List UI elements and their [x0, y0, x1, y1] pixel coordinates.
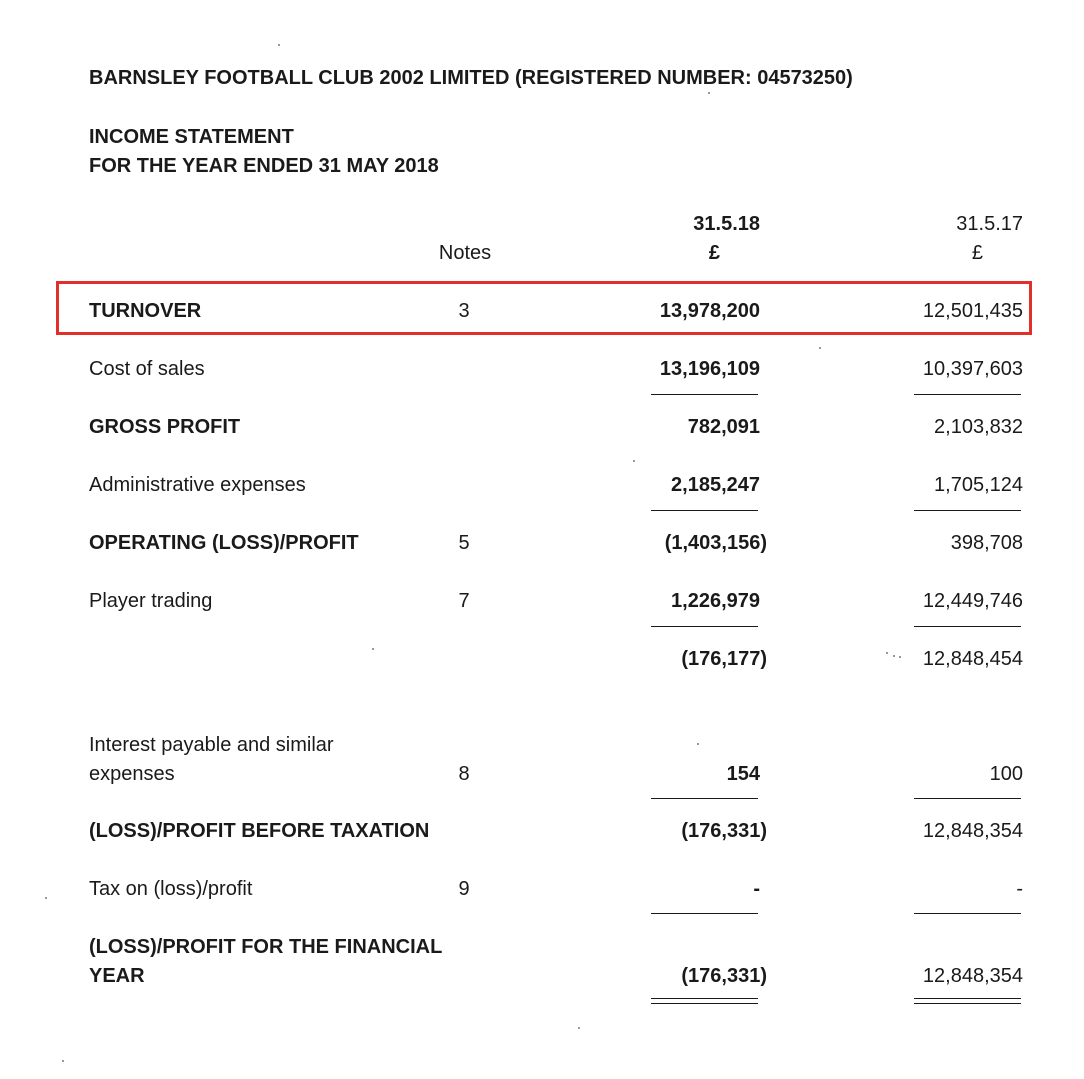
statement-period: FOR THE YEAR ENDED 31 MAY 2018 [89, 155, 439, 177]
subtotal-rule [651, 798, 758, 799]
row-current-value: (176,331) [681, 965, 767, 987]
row-current-value: 782,091 [687, 416, 760, 438]
row-current-value: 1,226,979 [671, 590, 760, 612]
company-heading: BARNSLEY FOOTBALL CLUB 2002 LIMITED (REGISTERED NUMBER: 04573250) [89, 67, 853, 89]
prior-year-unit-header: £ [971, 242, 983, 264]
scan-speck [633, 460, 635, 462]
total-double-rule [914, 998, 1021, 999]
scan-speck [45, 897, 47, 899]
row-note: 7 [458, 590, 470, 612]
row-label-line-2: expenses [89, 763, 175, 785]
subtotal-rule [914, 394, 1021, 395]
row-label: TURNOVER [89, 300, 202, 322]
row-current-value: (176,331) [681, 820, 767, 842]
current-year-unit-header: £ [708, 242, 720, 264]
row-current-value: (1,403,156) [664, 532, 767, 554]
row-prior-value: 12,848,354 [922, 965, 1023, 987]
row-prior-value: 398,708 [950, 532, 1023, 554]
total-double-rule [651, 1003, 758, 1004]
row-note: 5 [458, 532, 470, 554]
row-label: Tax on (loss)/profit [89, 878, 253, 900]
row-prior-value: 10,397,603 [922, 358, 1023, 380]
subtotal-rule [651, 510, 758, 511]
scan-speck [278, 44, 280, 46]
row-current-value: 2,185,247 [671, 474, 760, 496]
subtotal-rule [914, 626, 1021, 627]
scan-speck [899, 656, 901, 658]
scan-speck [62, 1060, 64, 1062]
row-current-value: 13,196,109 [659, 358, 760, 380]
row-current-value: 154 [726, 763, 760, 785]
scan-speck [819, 347, 821, 349]
row-note: 3 [458, 300, 470, 322]
row-label-line-2: YEAR [89, 965, 145, 987]
row-note: 9 [458, 878, 470, 900]
subtotal-rule [914, 798, 1021, 799]
row-prior-value: 2,103,832 [934, 416, 1023, 438]
row-prior-value: - [1016, 878, 1023, 900]
row-prior-value: 12,848,354 [922, 820, 1023, 842]
subtotal-rule [651, 913, 758, 914]
statement-title: INCOME STATEMENT [89, 126, 294, 148]
scan-speck [886, 652, 888, 654]
row-prior-value: 12,449,746 [922, 590, 1023, 612]
scan-speck [893, 655, 895, 657]
row-prior-value: 12,848,454 [922, 648, 1023, 670]
subtotal-rule [914, 510, 1021, 511]
row-label: (LOSS)/PROFIT BEFORE TAXATION [89, 820, 430, 842]
scan-speck [372, 648, 374, 650]
row-label: Player trading [89, 590, 213, 612]
row-label: GROSS PROFIT [89, 416, 241, 438]
total-double-rule [651, 998, 758, 999]
row-prior-value: 12,501,435 [922, 300, 1023, 322]
scan-speck [708, 92, 710, 94]
current-year-date-header: 31.5.18 [693, 213, 760, 235]
row-label: Cost of sales [89, 358, 205, 380]
row-label-line-1: Interest payable and similar [89, 734, 334, 756]
subtotal-rule [651, 394, 758, 395]
subtotal-rule [651, 626, 758, 627]
scan-speck [578, 1027, 580, 1029]
prior-year-date-header: 31.5.17 [956, 213, 1023, 235]
row-label: Administrative expenses [89, 474, 306, 496]
scan-speck [697, 743, 699, 745]
row-current-value: (176,177) [681, 648, 767, 670]
row-label: OPERATING (LOSS)/PROFIT [89, 532, 359, 554]
row-current-value: - [753, 878, 760, 900]
row-label-line-1: (LOSS)/PROFIT FOR THE FINANCIAL [89, 936, 443, 958]
row-prior-value: 1,705,124 [934, 474, 1023, 496]
notes-column-header: Notes [438, 242, 492, 264]
row-note: 8 [458, 763, 470, 785]
row-prior-value: 100 [989, 763, 1023, 785]
row-current-value: 13,978,200 [659, 300, 760, 322]
total-double-rule [914, 1003, 1021, 1004]
subtotal-rule [914, 913, 1021, 914]
